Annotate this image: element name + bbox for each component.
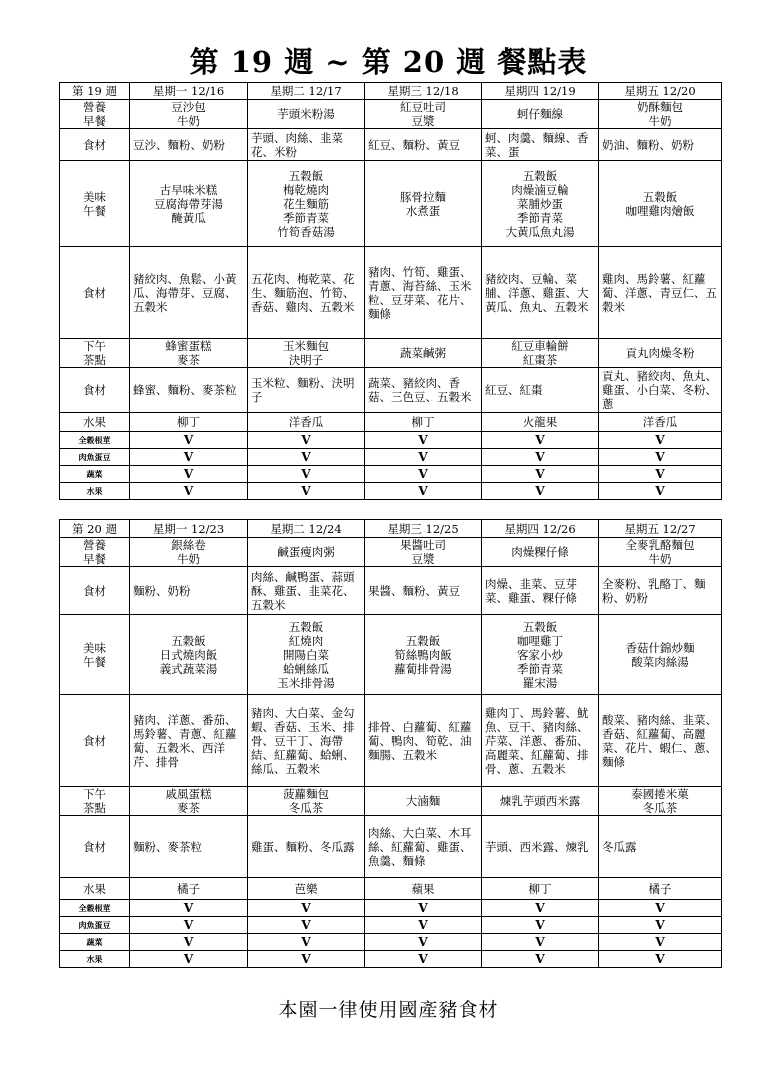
row-lunch-ing (60, 247, 722, 339)
menu-cell (365, 339, 482, 368)
check-mark: V (365, 900, 482, 917)
row-snack-ing (60, 368, 722, 413)
menu-cell: 橘子 (599, 878, 722, 900)
menu-cell (482, 615, 599, 695)
food-group-label: 全穀根莖 (60, 432, 130, 449)
food-group-row (60, 483, 722, 500)
menu-item: 醃黃瓜 (171, 210, 206, 225)
day-header: 星期五 12/27 (599, 520, 722, 538)
row-fruit (60, 878, 722, 900)
row-label-line: 午餐 (83, 203, 106, 218)
check-mark: V (482, 900, 599, 917)
row-label (60, 615, 130, 695)
menu-item: 菠蘿麵包 (283, 787, 329, 801)
menu-cell: 蘋果 (365, 878, 482, 900)
menu-cell: 酸菜、豬肉絲、韭菜、香菇、紅蘿蔔、高麗菜、花片、蝦仁、蔥、麵條 (599, 695, 722, 787)
menu-item: 大黃瓜魚丸湯 (505, 224, 575, 239)
row-snack (60, 787, 722, 816)
menu-cell: 橘子 (130, 878, 248, 900)
menu-cell: 雞蛋、麵粉、冬瓜露 (248, 816, 365, 878)
menu-cell: 雞肉、馬鈴薯、紅蘿蔔、洋蔥、青豆仁、五穀米 (599, 247, 722, 339)
check-mark: V (365, 917, 482, 934)
row-label-line: 營養 (83, 100, 106, 114)
row-fruit (60, 413, 722, 432)
menu-cell: 肉燥、韭菜、豆芽菜、雞蛋、粿仔條 (482, 567, 599, 615)
food-group-row (60, 951, 722, 968)
check-mark: V (599, 900, 722, 917)
check-mark: V (130, 951, 248, 968)
menu-cell (365, 100, 482, 129)
menu-item: 古早味米糕 (159, 182, 218, 197)
menu-cell: 肉絲、鹹鴨蛋、蒜頭酥、雞蛋、韭菜花、五穀米 (248, 567, 365, 615)
row-label-line: 早餐 (83, 114, 106, 128)
menu-item: 奶酥麵包 (637, 100, 683, 114)
check-mark: V (482, 449, 599, 466)
menu-item: 肉燥粿仔條 (511, 545, 569, 559)
menu-cell (248, 161, 365, 247)
menu-item: 日式燒肉飯 (159, 647, 218, 662)
check-mark: V (248, 934, 365, 951)
menu-cell: 豬絞肉、豆輪、菜脯、洋蔥、雞蛋、大黃瓜、魚丸、五穀米 (482, 247, 599, 339)
food-group-row (60, 466, 722, 483)
row-breakfast (60, 538, 722, 567)
menu-cell: 全麥粉、乳酪丁、麵粉、奶粉 (599, 567, 722, 615)
menu-cell: 紅豆、紅棗 (482, 368, 599, 413)
row-label-line: 茶點 (83, 801, 106, 815)
row-label (60, 368, 130, 413)
menu-cell: 豬肉、竹筍、雞蛋、青蔥、海苔絲、玉米粒、豆芽菜、花片、麵條 (365, 247, 482, 339)
check-mark: V (482, 483, 599, 500)
menu-cell: 冬瓜露 (599, 816, 722, 878)
food-group-row (60, 449, 722, 466)
menu-item: 玉米麵包 (283, 339, 329, 353)
menu-item: 戚風蛋糕 (165, 787, 212, 801)
menu-item: 肉燥滷豆輪 (511, 182, 569, 197)
menu-cell: 火龍果 (482, 413, 599, 432)
check-mark: V (365, 951, 482, 968)
week-20-menu-table (59, 519, 722, 968)
menu-item: 梅乾燒肉 (283, 182, 329, 197)
row-label (60, 816, 130, 878)
check-mark: V (599, 449, 722, 466)
check-mark: V (130, 900, 248, 917)
check-mark: V (365, 449, 482, 466)
row-label-line: 下午 (83, 339, 106, 353)
menu-cell: 麵粉、奶粉 (130, 567, 248, 615)
menu-item: 冬瓜茶 (288, 801, 324, 815)
menu-cell: 奶油、麵粉、奶粉 (599, 129, 722, 161)
menu-item: 蘿蔔排骨湯 (394, 661, 452, 676)
row-label (60, 161, 130, 247)
row-label (60, 878, 130, 900)
row-label (60, 247, 130, 339)
check-mark: V (482, 934, 599, 951)
row-breakfast (60, 100, 722, 129)
check-mark: V (130, 466, 248, 483)
menu-item: 羅宋湯 (522, 675, 558, 690)
menu-cell: 蜂蜜、麵粉、麥茶粒 (130, 368, 248, 413)
check-mark: V (599, 951, 722, 968)
footer-note: 本園一律使用國產豬食材 (278, 999, 499, 1021)
menu-item: 玉米排骨湯 (277, 675, 335, 690)
menu-item: 牛奶 (648, 114, 672, 128)
menu-cell: 芋頭、西米露、煉乳 (482, 816, 599, 878)
menu-item: 麥茶 (177, 353, 200, 367)
menu-item: 五穀飯 (522, 619, 558, 634)
row-breakfast-ing (60, 129, 722, 161)
menu-cell: 紅豆、麵粉、黃豆 (365, 129, 482, 161)
week-label: 第 19 週 (60, 83, 130, 100)
row-lunch-ing (60, 695, 722, 787)
menu-cell (248, 787, 365, 816)
row-label (60, 695, 130, 787)
check-mark: V (599, 917, 722, 934)
check-mark: V (130, 934, 248, 951)
row-label (60, 413, 130, 432)
check-mark: V (130, 432, 248, 449)
menu-cell: 果醬、麵粉、黃豆 (365, 567, 482, 615)
menu-cell (130, 787, 248, 816)
menu-cell (599, 161, 722, 247)
menu-item: 決明子 (288, 353, 324, 367)
row-label-line: 茶點 (83, 353, 106, 367)
menu-item: 酸菜肉絲湯 (631, 654, 689, 669)
menu-item: 銀絲卷 (171, 538, 206, 552)
row-label (60, 787, 130, 816)
menu-cell (599, 538, 722, 567)
menu-item: 豆腐海帶芽湯 (154, 196, 223, 211)
menu-cell (482, 787, 599, 816)
menu-item: 果醬吐司 (400, 538, 446, 552)
menu-cell: 洋香瓜 (599, 413, 722, 432)
check-mark: V (482, 917, 599, 934)
food-group-label: 全穀根莖 (60, 900, 130, 917)
menu-cell (365, 787, 482, 816)
menu-cell (365, 615, 482, 695)
check-mark: V (365, 432, 482, 449)
menu-cell (130, 100, 248, 129)
menu-cell (599, 339, 722, 368)
row-label-line: 營養 (83, 538, 106, 552)
menu-item: 竹筍香菇湯 (277, 224, 335, 239)
row-breakfast-ing (60, 567, 722, 615)
check-mark: V (248, 900, 365, 917)
menu-cell: 貢丸、豬絞肉、魚丸、雞蛋、小白菜、冬粉、蔥 (599, 368, 722, 413)
menu-item: 牛奶 (648, 552, 672, 566)
row-label (60, 339, 130, 368)
check-mark: V (365, 934, 482, 951)
day-header: 星期二 12/17 (248, 83, 365, 100)
header-row (60, 520, 722, 538)
menu-item: 豆沙包 (171, 100, 206, 114)
menu-cell (248, 615, 365, 695)
menu-item: 全麥乳酪麵包 (625, 538, 695, 552)
menu-cell: 芋頭、肉絲、韭菜花、米粉 (248, 129, 365, 161)
check-mark: V (599, 432, 722, 449)
menu-item: 芋頭米粉湯 (277, 107, 335, 121)
row-snack-ing (60, 816, 722, 878)
menu-cell (248, 339, 365, 368)
menu-item: 花生麵筋 (283, 196, 329, 211)
menu-item: 菜脯炒蛋 (517, 196, 563, 211)
menu-item: 開陽白菜 (283, 647, 329, 662)
check-mark: V (130, 917, 248, 934)
menu-cell (130, 538, 248, 567)
day-header: 星期二 12/24 (248, 520, 365, 538)
row-label (60, 100, 130, 129)
week-label: 第 20 週 (60, 520, 130, 538)
check-mark: V (130, 449, 248, 466)
day-header: 星期一 12/16 (130, 83, 248, 100)
menu-cell: 柳丁 (365, 413, 482, 432)
food-group-row (60, 917, 722, 934)
row-label-line: 早餐 (83, 552, 106, 566)
row-label (60, 538, 130, 567)
row-snack (60, 339, 722, 368)
menu-cell: 麵粉、麥茶粒 (130, 816, 248, 878)
day-header: 星期三 12/18 (365, 83, 482, 100)
food-group-row (60, 900, 722, 917)
food-group-label: 水果 (60, 951, 130, 968)
menu-item: 牛奶 (177, 114, 200, 128)
menu-item: 咖哩雞肉燴飯 (625, 203, 695, 218)
menu-item: 紅豆吐司 (400, 100, 446, 114)
menu-cell: 柳丁 (482, 878, 599, 900)
menu-item: 大滷麵 (405, 794, 441, 808)
food-group-label: 蔬菜 (60, 466, 130, 483)
check-mark: V (248, 951, 365, 968)
menu-cell (482, 161, 599, 247)
menu-item: 冬瓜茶 (642, 801, 678, 815)
row-label-line: 食材 (83, 839, 106, 854)
check-mark: V (248, 432, 365, 449)
food-group-label: 蔬菜 (60, 934, 130, 951)
day-header: 星期四 12/19 (482, 83, 599, 100)
food-group-row (60, 432, 722, 449)
menu-item: 豆漿 (411, 114, 435, 128)
row-label-line: 食材 (83, 285, 106, 300)
menu-cell: 玉米粒、麵粉、決明子 (248, 368, 365, 413)
menu-item: 麥茶 (177, 801, 200, 815)
menu-item: 泰國捲米菓 (631, 787, 689, 801)
menu-item: 五穀飯 (288, 168, 324, 183)
menu-item: 紅棗茶 (522, 353, 558, 367)
menu-item: 蔬菜鹹粥 (400, 346, 446, 360)
food-group-label: 水果 (60, 483, 130, 500)
menu-item: 香菇什錦炒麵 (625, 640, 695, 655)
check-mark: V (482, 432, 599, 449)
menu-cell: 蔬菜、豬絞肉、香菇、三色豆、五穀米 (365, 368, 482, 413)
menu-cell (599, 100, 722, 129)
menu-cell (482, 100, 599, 129)
check-mark: V (599, 466, 722, 483)
row-label-line: 食材 (83, 733, 106, 748)
menu-item: 蜂蜜蛋糕 (165, 339, 212, 353)
row-label (60, 567, 130, 615)
menu-item: 五穀飯 (642, 189, 678, 204)
menu-cell: 豬肉、大白菜、金勾蝦、香菇、玉米、排骨、豆干丁、海帶結、紅蘿蔔、蛤蜊、絲瓜、五穀米 (248, 695, 365, 787)
menu-cell: 雞肉丁、馬鈴薯、魷魚、豆干、豬肉絲、芹菜、洋蔥、番茄、高麗菜、紅蘿蔔、排骨、蔥、五穀米 (482, 695, 599, 787)
menu-cell (130, 339, 248, 368)
menu-cell (365, 538, 482, 567)
menu-item: 咖哩雞丁 (517, 633, 563, 648)
menu-cell (599, 615, 722, 695)
week-19-menu-table (59, 82, 722, 500)
menu-item: 豚骨拉麵 (400, 189, 446, 204)
row-label-line: 午餐 (83, 654, 106, 669)
menu-cell: 蚵、肉羹、麵線、香菜、蛋 (482, 129, 599, 161)
page-title: 第 19 週 ~ 第 20 週 餐點表 (189, 45, 588, 79)
menu-cell (599, 787, 722, 816)
check-mark: V (248, 449, 365, 466)
day-header: 星期五 12/20 (599, 83, 722, 100)
row-label-line: 美味 (83, 189, 106, 204)
check-mark: V (248, 917, 365, 934)
check-mark: V (482, 466, 599, 483)
menu-cell: 柳丁 (130, 413, 248, 432)
menu-cell: 肉絲、大白菜、木耳絲、紅蘿蔔、雞蛋、魚羹、麵條 (365, 816, 482, 878)
row-label-line: 食材 (83, 137, 106, 152)
menu-item: 五穀飯 (522, 168, 558, 183)
day-header: 星期三 12/25 (365, 520, 482, 538)
menu-item: 貢丸肉燥冬粉 (625, 346, 695, 360)
menu-cell: 芭樂 (248, 878, 365, 900)
menu-item: 鹹蛋瘦肉粥 (277, 545, 335, 559)
menu-cell: 豬絞肉、魚鬆、小黃瓜、海帶芽、豆腐、五穀米 (130, 247, 248, 339)
menu-item: 紅豆車輪餅 (511, 339, 569, 353)
menu-item: 紅燒肉 (288, 633, 324, 648)
menu-cell: 洋香瓜 (248, 413, 365, 432)
food-group-label: 肉魚蛋豆 (60, 449, 130, 466)
check-mark: V (365, 466, 482, 483)
row-label-line: 美味 (83, 640, 106, 655)
row-lunch (60, 161, 722, 247)
check-mark: V (248, 483, 365, 500)
menu-item: 五穀飯 (171, 633, 206, 648)
menu-item: 筍絲鴨肉飯 (394, 647, 452, 662)
menu-item: 季節青菜 (283, 210, 329, 225)
row-label (60, 129, 130, 161)
menu-item: 蛤蜊絲瓜 (283, 661, 329, 676)
check-mark: V (599, 483, 722, 500)
check-mark: V (482, 951, 599, 968)
menu-item: 五穀飯 (405, 633, 441, 648)
menu-item: 豆漿 (411, 552, 435, 566)
menu-cell (482, 339, 599, 368)
row-label-line: 食材 (83, 383, 106, 397)
menu-cell (365, 161, 482, 247)
check-mark: V (130, 483, 248, 500)
check-mark: V (248, 466, 365, 483)
check-mark: V (599, 934, 722, 951)
menu-item: 水煮蛋 (405, 203, 441, 218)
menu-item: 五穀飯 (288, 619, 324, 634)
menu-item: 客家小炒 (517, 647, 563, 662)
header-row (60, 83, 722, 100)
row-lunch (60, 615, 722, 695)
menu-item: 蚵仔麵線 (517, 107, 563, 121)
menu-cell: 豬肉、洋蔥、番茄、馬鈴薯、青蔥、紅蘿蔔、五穀米、西洋芹、排骨 (130, 695, 248, 787)
menu-item: 季節青菜 (517, 210, 563, 225)
menu-cell (130, 161, 248, 247)
row-label-line: 水果 (83, 881, 106, 896)
food-group-row (60, 934, 722, 951)
day-header: 星期四 12/26 (482, 520, 599, 538)
menu-cell (130, 615, 248, 695)
row-label-line: 水果 (83, 415, 106, 429)
menu-item: 義式蔬菜湯 (159, 661, 218, 676)
food-group-label: 肉魚蛋豆 (60, 917, 130, 934)
day-header: 星期一 12/23 (130, 520, 248, 538)
menu-item: 煉乳芋頭西米露 (499, 794, 581, 808)
menu-cell: 排骨、白蘿蔔、紅蘿蔔、鴨肉、筍乾、油麵腸、五穀米 (365, 695, 482, 787)
menu-cell (248, 100, 365, 129)
menu-item: 季節青菜 (517, 661, 563, 676)
row-label-line: 下午 (83, 787, 106, 801)
menu-item: 牛奶 (177, 552, 200, 566)
menu-cell (248, 538, 365, 567)
menu-cell (482, 538, 599, 567)
row-label-line: 食材 (83, 583, 106, 598)
menu-cell: 五花肉、梅乾菜、花生、麵筋泡、竹筍、香菇、雞肉、五穀米 (248, 247, 365, 339)
check-mark: V (365, 483, 482, 500)
menu-cell: 豆沙、麵粉、奶粉 (130, 129, 248, 161)
